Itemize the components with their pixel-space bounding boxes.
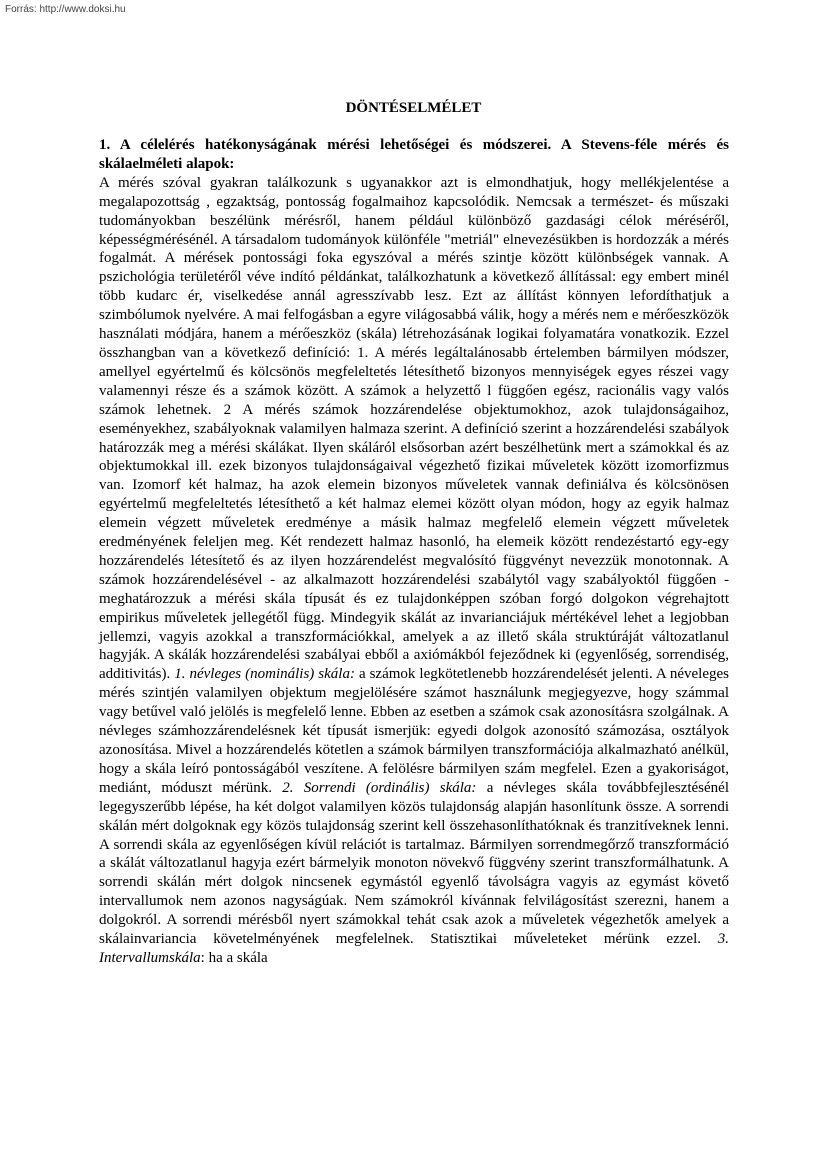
document-body [99,136,729,968]
ordinal-scale-label: 2. Sorrendi (ordinális) skála: [282,779,477,796]
section-heading: 1. A célelérés hatékonyságának mérési lehetőségei és módszerei. A Stevens-féle mérés és skálaelméleti alapok: [99,137,729,172]
section-text [99,174,729,968]
text-ordinal: a névleges skála továbbfejlesztésénél legegyszerűbb lépése, ha két dolgot valamilyen közös tulajdonság alapján hasonlítunk össze. A sorrendi skálán mért dolgoknak egy közös tulajdonság szerint kell összehasonlíthatóknak és tranzitíveknek lenni. A sorrendi skála az egyenlőségen kívül relációt is tartalmaz. Bármilyen sorrendmegőrző transzformáció a skálát változatlanul hagyja ezért bármelyik monoton növekvő függvény szerint transzformálhatunk. A sorrendi skálán mért dolgok nincsenek egymástól egyenlő távolságra vagyis az egymást követő intervallumok nem azonos nagyságúak. Nem számokról kívánnak felvilágosítást szerezni, hanem a dolgokról. A sorrendi mérésből nyert számokkal tehát csak azok a műveletek végezhetők amelyek a skálainvariancia követelményének megfelelnek. Statisztikai műveleteket mérünk ezzel. [99,779,730,948]
text-nominal: a számok legkötetlenebb hozzárendelését jelenti. A néveleges mérés szintjén valamilyen objektum megjelölésére számot használunk megjegyezve, hogy számmal vagy betűvel való jelölés is megfelelő lenne. Ebben az esetben a számok csak azonosításra szolgálnak. A névleges számhozzárendelésnek két típusát ismerjük: egyedi dolgok azonosító számozása, osztályok azonosítása. Mivel a hozzárendelés kötetlen a számok bármilyen transzformációja alkalmazható anélkül, hogy a skála leíró pontosságából veszítene. A felölésre bármilyen szám megfelel. Ezen a gyakoriságot, mediánt, móduszt mérünk. [99,666,729,796]
nominal-scale-label: 1. névleges (nominális) skála: [174,666,355,683]
source-url: Forrás: http://www.doksi.hu [5,4,126,15]
interval-scale-label: 3. Intervallumskála [99,931,730,966]
text-interval: : ha a skála [200,949,268,966]
page-title: DÖNTÉSELMÉLET [345,100,482,116]
paragraph [99,174,729,968]
text-intro: A mérés szóval gyakran találkozunk s ugyanakkor azt is elmondhatjuk, hogy mellékjelentése a megalapozottság , egzaktság, pontosság fogalmaihoz kapcsolódik. Nemcsak a természet- és műszaki tudományokban beszélünk mérésről, hanem például különböző gazdasági célok méréséről, képességmérésénél. A társadalom tudományok különféle "metriál" elnevezésükben is hordozzák a mérés fogalmát. A mérések pontossági foka egyszóval a mérés szintje között különbségek vannak. A pszichológia területéről véve indító példánkat, találkozhatunk a következő állítással: egy embert minél több kudarc ér, viselkedése annál agresszívabb lesz. Ezt az állítást könnyen lefordíthatjuk a szimbólumok nyelvére. A mai felfogásban a egyre világosabbá válik, hogy a mérés nem e mérőeszközök használati módjára, hanem a mérőeszköz (skála) létrehozásának logikai folyamatára vonatkozik. Ezzel összhangban van a következő definíció: 1. A mérés legáltalánosabb értelemben bármilyen módszer, amellyel egyértelmű és kölcsönös megfeleltetés létesíthető bizonyos mennyiségek egyes részei vagy valamennyi része és a számok között. A számok a helyzettő l függően egész, racionális vagy valós számok lehetnek. 2 A mérés számok hozzárendelése objektumokhoz, azok tulajdonságaihoz, eseményekhez, szabályoknak valamilyen halmaza szerint. A definíció szerint a hozzárendelési szabályok határozzák meg a mérési skálákat. Ilyen skáláról elsősorban azért beszélhetünk mert a számokkal és az objektumokkal ill. ezek bizonyos tulajdonságaival végezhető fizikai műveletek között izomorfizmus van. Izomorf két halmaz, ha azok elemein bizonyos műveletek vannak definiálva és kölcsönösen egyértelmű megfeleltetés létesíthető a két halmaz elemei között olyan módon, hogy az egyik halmaz elemein végzett műveletek eredménye a másik halmaz megfelelő elemein végzett műveletek eredményének feleljen meg. Két rendezett halmaz hasonló, ha elemeik között rendezéstartó egy-egy hozzárendelés létesítető és az ilyen hozzárendelést megvalósító függvényt nevezzük monotonnak. A számok hozzárendelésével - az alkalmazott hozzárendelési szabálytól vagy szabályoktól függően - meghatározzuk a mérési skála típusát és ez tulajdonképpen szóban forgó dolgokon végrehajtott empirikus műveletek jellegétől függ. Mindegyik skálát az invarianciájuk mértékével lehet a legjobban jellemzi, vagyis azokkal a transzformációkkal, amelyek a az illető skála struktúráját változatlanul hagyják. A skálák hozzárendelési szabályai ebből a axiómákból fejeződnek ki (egyenlőség, sorrendiség, additivitás). [99,174,729,683]
